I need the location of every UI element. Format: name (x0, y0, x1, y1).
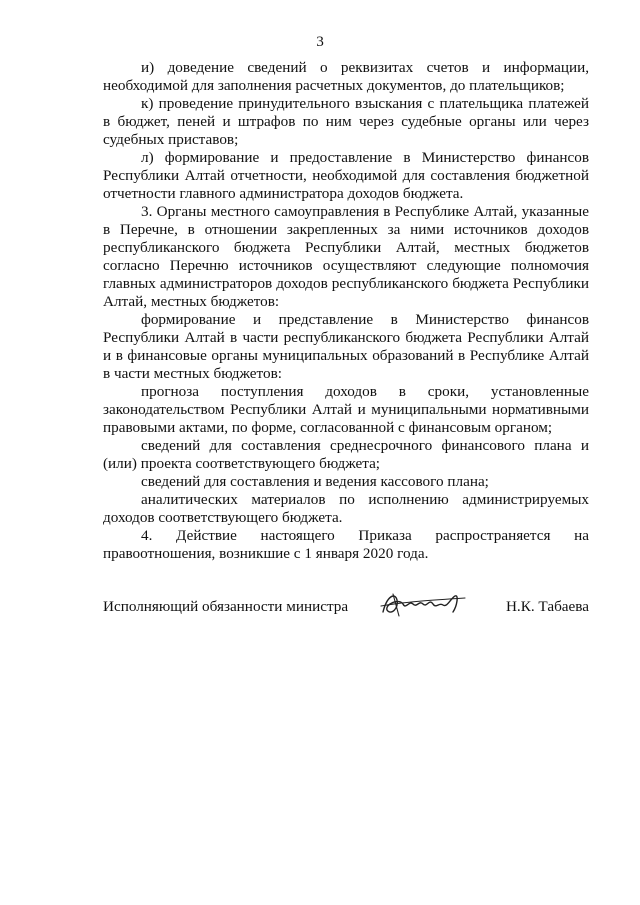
paragraph-4: 4. Действие настоящего Приказа распространяется на правоотношения, возникшие с 1 января 2020 года. (103, 527, 589, 562)
paragraph-forecast: прогноза поступления доходов в сроки, установленные законодательством Республики Алтай и муниципальными нормативными правовыми актами, по форме, согласованной с финансовым органом; (103, 383, 589, 436)
paragraph-i: и) доведение сведений о реквизитах счетов и информации, необходимой для заполнения расчетных документов, до плательщиков; (103, 59, 589, 94)
paragraph-l: л) формирование и предоставление в Министерство финансов Республики Алтай отчетности, необходимой для составления бюджетной отчетности главного администратора доходов бюджета. (103, 149, 589, 202)
paragraph-k: к) проведение принудительного взыскания с плательщика платежей в бюджет, пеней и штрафов по ним через судебные органы или через судебных приставов; (103, 95, 589, 148)
paragraph-3: 3. Органы местного самоуправления в Республике Алтай, указанные в Перечне, в отношении закрепленных за ними источников доходов республиканского бюджета Республики Алтай, местных бюджетов согласно Перечню источников осуществляют следующие полномочия главных администраторов доходов республиканского бюджета Республики Алтай, местных бюджетов: (103, 203, 589, 310)
signatory-title: Исполняющий обязанности министра (103, 598, 349, 615)
signatory-name: Н.К. Табаева (505, 598, 589, 615)
document-body (103, 59, 589, 563)
paragraph-analytics: аналитических материалов по исполнению администрируемых доходов соответствующего бюджета. (103, 491, 589, 526)
paragraph-formation: формирование и представление в Министерство финансов Республики Алтай в части республиканского бюджета Республики Алтай и в финансовые органы муниципальных образований в Республике Алтай в части местных бюджетов: (103, 311, 589, 382)
signature-block (103, 594, 589, 624)
page-number: 3 (316, 33, 324, 50)
paragraph-cash-plan: сведений для составления и ведения кассового плана; (141, 473, 489, 490)
handwritten-signature (373, 586, 483, 622)
paragraph-financial-plan: сведений для составления среднесрочного финансового плана и (или) проекта соответствующего бюджета; (103, 437, 589, 472)
